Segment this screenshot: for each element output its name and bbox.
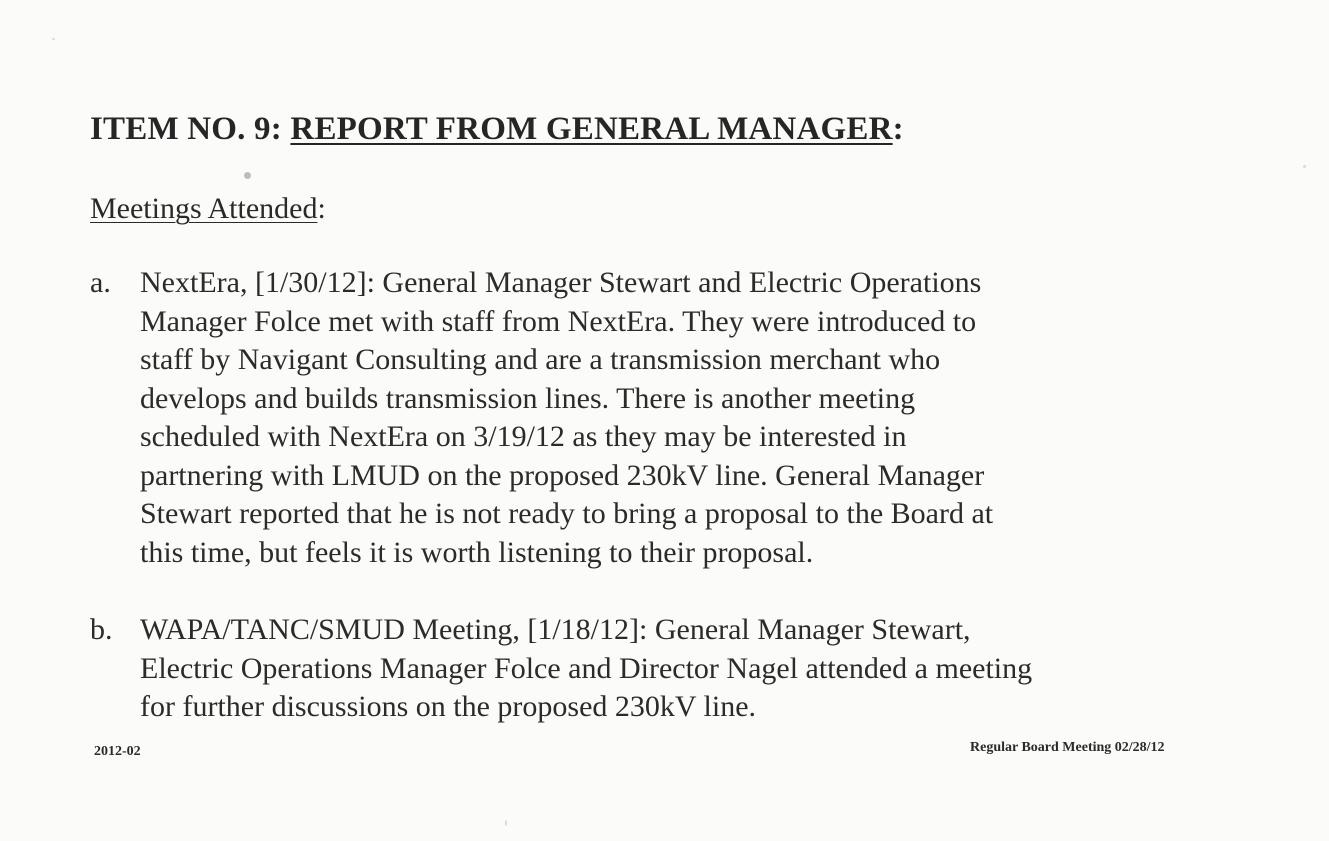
text-line: staff by Navigant Consulting and are a transmission merchant who <box>140 343 941 376</box>
text-line: for further discussions on the proposed 230kV line. <box>140 690 757 723</box>
text-line: partnering with LMUD on the proposed 230kV line. General Manager <box>140 458 985 492</box>
section-heading <box>90 192 326 226</box>
text-line: scheduled with NextEra on 3/19/12 as they may be interested in <box>140 420 907 453</box>
text-line: WAPA/TANC/SMUD Meeting, [1/18/12]: General Manager Stewart, <box>140 613 971 646</box>
footer-meeting-label: Regular Board Meeting 02/28/12 <box>970 740 1165 755</box>
item-number: ITEM NO. 9: <box>90 111 291 147</box>
text-line: develops and builds transmission lines. There is another meeting <box>140 381 916 415</box>
list-marker: b. <box>90 613 113 646</box>
text-line: Electric Operations Manager Folce and Director Nagel attended a meeting <box>140 651 1033 685</box>
scan-speck <box>1303 165 1306 168</box>
text-line: Stewart reported that he is not ready to bring a proposal to the Board at <box>140 497 994 530</box>
text-line: NextEra, [1/30/12]: General Manager Stewart and Electric Operations <box>140 266 982 299</box>
list-item-b <box>90 611 1270 727</box>
section-title-colon: : <box>317 192 326 225</box>
item-heading <box>90 111 904 148</box>
text-line: Manager Folce met with staff from NextEra. They were introduced to <box>140 304 977 338</box>
section-title: Meetings Attended <box>90 192 318 225</box>
scan-speck <box>244 172 251 179</box>
list-item-a <box>90 264 1270 572</box>
text-line: this time, but feels it is worth listening to their proposal. <box>140 535 814 569</box>
scan-speck <box>52 38 55 40</box>
list-item-body <box>140 264 1270 572</box>
item-title-colon: : <box>892 111 904 147</box>
list-item-body <box>140 611 1270 727</box>
scan-speck <box>505 820 507 826</box>
item-title: REPORT FROM GENERAL MANAGER <box>290 111 893 147</box>
list-marker: a. <box>90 266 111 299</box>
footer-document-code: 2012-02 <box>94 744 141 759</box>
